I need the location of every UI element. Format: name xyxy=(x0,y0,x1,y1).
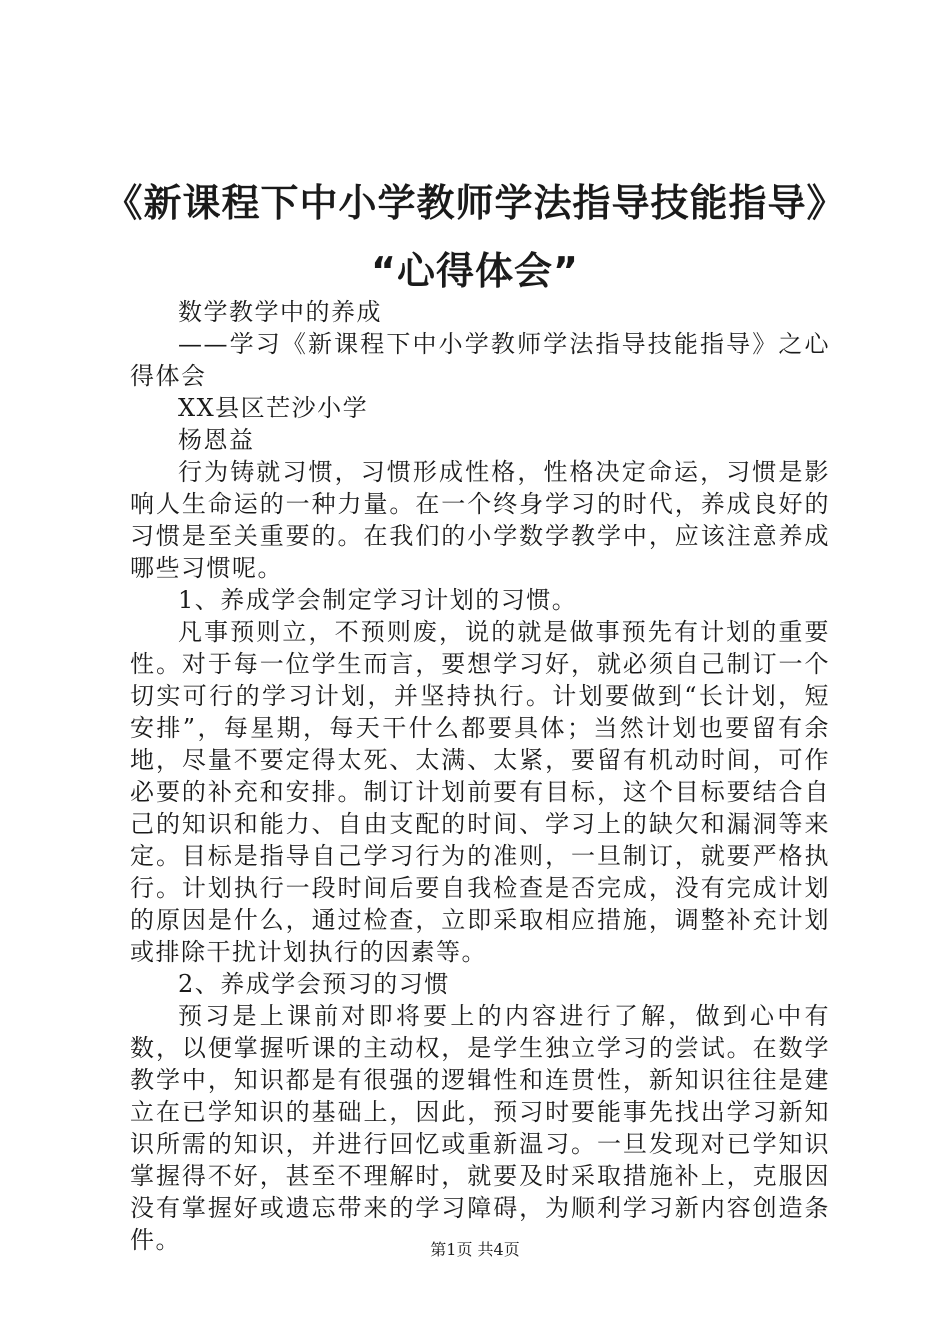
author-name: 杨恩益 xyxy=(178,426,255,454)
author-school: XX县区芒沙小学 xyxy=(178,394,369,422)
paragraph-plan: 凡事预则立，不预则废，说的就是做事预先有计划的重要性。对于每一位学生而言，要想学习好，就必须自己制订一个切实可行的学习计划，并坚持执行。计划要做到“长计划，短安排”，每星期，每天干什么都要具体；当然计划也要留有余地，尽量不要定得太死、太满、太紧，要留有机动时间，可作必要的补充和安排。制订计划前要有目标，这个目标要结合自己的知识和能力、自由支配的时间、学习上的缺欠和漏洞等来定。目标是指导自己学习行为的准则，一旦制订，就要严格执行。计划执行一段时间后要自我检查是否完成，没有完成计划的原因是什么，通过检查，立即采取相应措施，调整补充计划或排除干扰计划执行的因素等。 xyxy=(130,618,830,966)
paragraph-intro: 行为铸就习惯，习惯形成性格，性格决定命运，习惯是影响人生命运的一种力量。在一个终身学习的时代，养成良好的习惯是至关重要的。在我们的小学数学教学中，应该注意养成哪些习惯呢。 xyxy=(130,458,830,582)
document-body xyxy=(130,296,830,1256)
paragraph-preview: 预习是上课前对即将要上的内容进行了解，做到心中有数，以便掌握听课的主动权，是学生独立学习的尝试。在数学教学中，知识都是有很强的逻辑性和连贯性，新知识往往是建立在已学知识的基础上，因此，预习时要能事先找出学习新知识所需的知识，并进行回忆或重新温习。一旦发现对已学知识掌握得不好，甚至不理解时，就要及时采取措施补上，克服因没有掌握好或遗忘带来的学习障碍，为顺利学习新内容创造条件。 xyxy=(130,1002,830,1254)
document-title-line2: “心得体会” xyxy=(371,249,579,293)
page-indicator: 第1页 共4页 xyxy=(430,1240,520,1259)
subtitle: ——学习《新课程下中小学教师学法指导技能指导》之心得体会 xyxy=(130,330,830,390)
document-title-line1: 《新课程下中小学教师学法指导技能指导》 xyxy=(104,181,846,225)
section-heading: 数学教学中的养成 xyxy=(178,298,382,326)
point-heading-1: 1、养成学会制定学习计划的习惯。 xyxy=(178,586,578,614)
point-heading-2: 2、养成学会预习的习惯 xyxy=(178,970,450,998)
